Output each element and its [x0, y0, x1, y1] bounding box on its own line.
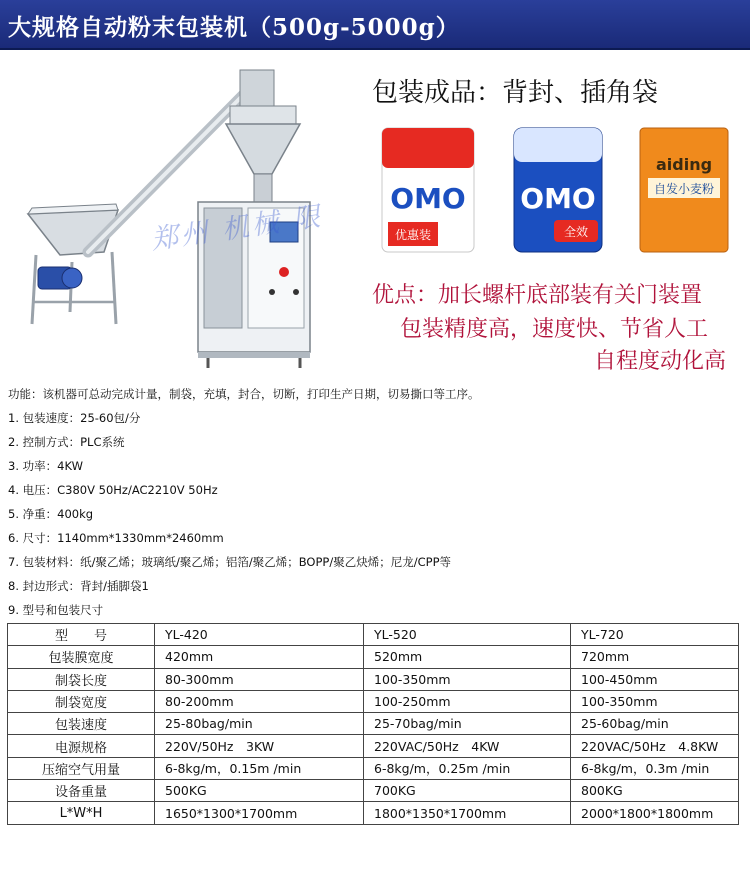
table-cell: 25-60bag/min	[571, 713, 739, 735]
table-cell: 1800*1350*1700mm	[364, 802, 571, 824]
svg-text:OMO	[520, 182, 595, 215]
spec-item: 4. 电压：C380V 50Hz/AC2210V 50Hz	[8, 483, 218, 497]
table-header-cell: YL-720	[571, 624, 739, 646]
spec-item: 8. 封边形式：背封/插脚袋1	[8, 579, 149, 593]
row-label: 制袋长度	[8, 668, 155, 690]
spec-list	[8, 382, 480, 622]
product-bag-omo-blue	[508, 124, 608, 256]
watermark-text: 郑州 机械 限	[149, 201, 325, 256]
spec-function: 功能：该机器可总动完成计量，制袋，充填，封合，切断，打印生产日期，切易撕口等工序。	[8, 387, 480, 401]
advantage-line-3: 自程度动化高	[594, 349, 727, 374]
table-cell: 220V/50Hz 3KW	[155, 735, 364, 757]
motor	[38, 267, 82, 289]
table-row	[8, 713, 739, 735]
spec-item: 7. 包装材料：纸/聚乙烯；玻璃纸/聚乙烯；铝箔/聚乙烯；BOPP/聚乙炔烯；尼龙/CPP等	[8, 555, 452, 569]
advantage-line-1: 优点：加长螺杆底部装有关门装置	[372, 283, 703, 308]
table-header-row	[8, 624, 739, 646]
bag-tag: 优惠装	[394, 228, 432, 242]
product-bag-flour	[634, 124, 734, 256]
table-row	[8, 646, 739, 668]
row-label: L*W*H	[8, 802, 155, 824]
table-cell: 80-300mm	[155, 668, 364, 690]
row-label: 制袋宽度	[8, 690, 155, 712]
bag-brand: OMO	[520, 182, 596, 215]
table-cell: 2000*1800*1800mm	[571, 802, 739, 824]
svg-text:aiding	[656, 155, 712, 174]
table-row	[8, 802, 739, 824]
table-row	[8, 735, 739, 757]
dosing-funnel	[226, 106, 300, 204]
table-row	[8, 668, 739, 690]
table-cell: 700KG	[364, 780, 571, 802]
table-cell: 220VAC/50Hz 4.8KW	[571, 735, 739, 757]
table-row	[8, 757, 739, 779]
spec-item: 6. 尺寸：1140mm*1330mm*2460mm	[8, 531, 224, 545]
title-banner	[0, 0, 750, 50]
table-row	[8, 780, 739, 802]
table-header-cell: YL-420	[155, 624, 364, 646]
spec-item: 5. 净重：400kg	[8, 507, 94, 521]
page-title: 大规格自动粉末包装机（500g-5000g）	[8, 14, 460, 41]
table-cell: 25-70bag/min	[364, 713, 571, 735]
table-cell: 80-200mm	[155, 690, 364, 712]
products-label: 包装成品：背封、插角袋	[372, 78, 659, 108]
table-cell: 100-350mm	[364, 668, 571, 690]
table-cell: 420mm	[155, 646, 364, 668]
table-cell: 1650*1300*1700mm	[155, 802, 364, 824]
table-cell: 6-8kg/m，0.3m /min	[571, 757, 739, 779]
bag-tag: 自发小麦粉	[653, 182, 715, 196]
svg-text:自发小麦粉	[654, 181, 714, 196]
table-cell: 6-8kg/m，0.15m /min	[155, 757, 364, 779]
bag-tag: 全效	[563, 225, 589, 239]
table-cell: 100-450mm	[571, 668, 739, 690]
table-cell: 520mm	[364, 646, 571, 668]
feed-hopper	[28, 204, 118, 324]
spec-item: 1. 包装速度：25-60包/分	[8, 411, 141, 425]
product-bag-omo-red	[378, 124, 478, 256]
table-cell: 220VAC/50Hz 4KW	[364, 735, 571, 757]
table-cell: 100-250mm	[364, 690, 571, 712]
table-cell: 25-80bag/min	[155, 713, 364, 735]
table-cell: 500KG	[155, 780, 364, 802]
svg-text:优惠装	[395, 227, 431, 242]
table-header-cell: 型 号	[8, 624, 155, 646]
bag-brand: aiding	[655, 155, 713, 174]
advantage-line-2: 包装精度高，速度快、节省人工	[400, 317, 709, 342]
spec-item: 9. 型号和包装尺寸	[8, 603, 104, 617]
svg-text:全效	[564, 224, 588, 239]
table-row	[8, 690, 739, 712]
spec-item: 2. 控制方式：PLC系统	[8, 435, 125, 449]
table-cell: 720mm	[571, 646, 739, 668]
table-header-cell: YL-520	[364, 624, 571, 646]
row-label: 设备重量	[8, 780, 155, 802]
row-label: 包装膜宽度	[8, 646, 155, 668]
table-cell: 6-8kg/m，0.25m /min	[364, 757, 571, 779]
svg-text:OMO	[390, 182, 465, 215]
spec-item: 3. 功率：4KW	[8, 459, 83, 473]
row-label: 电源规格	[8, 735, 155, 757]
row-label: 包装速度	[8, 713, 155, 735]
bag-brand: OMO	[390, 182, 466, 215]
table-cell: 800KG	[571, 780, 739, 802]
table-cell: 100-350mm	[571, 690, 739, 712]
row-label: 压缩空气用量	[8, 757, 155, 779]
model-spec-table	[7, 623, 739, 825]
